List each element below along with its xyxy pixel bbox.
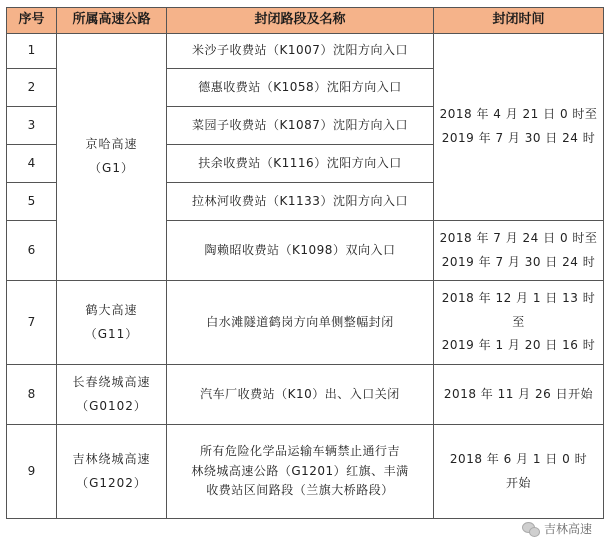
road-name: 京哈高速: [85, 137, 138, 152]
time-cell: [434, 281, 604, 365]
section-cell: 米沙子收费站（K1007）沈阳方向入口: [167, 34, 434, 69]
section-line: 所有危险化学品运输车辆禁止通行吉: [199, 444, 400, 459]
table-header-row: [7, 8, 604, 34]
seq-cell: 7: [7, 281, 57, 365]
section-cell: 拉林河收费站（K1133）沈阳方向入口: [167, 183, 434, 221]
seq-cell: 4: [7, 145, 57, 183]
wechat-icon: [522, 522, 540, 536]
section-cell: 白水滩隧道鹤岗方向单侧整幅封闭: [167, 281, 434, 365]
time-line: 2019 年 7 月 30 日 24 时: [441, 254, 596, 269]
road-name: 鹤大高速: [85, 302, 138, 317]
road-code: （G1）: [89, 161, 134, 175]
table-row: [7, 365, 604, 425]
road-cell-changchun: [57, 365, 167, 425]
time-line: 开始: [505, 475, 531, 490]
header-road: 所属高速公路: [57, 8, 167, 34]
road-code: （G1202）: [76, 475, 147, 490]
road-code: （G0102）: [76, 398, 147, 413]
table-row: [7, 425, 604, 519]
road-code: （G11）: [84, 326, 139, 341]
road-cell-jingha: [57, 34, 167, 281]
time-cell: [434, 425, 604, 519]
road-name: 吉林绕城高速: [72, 451, 151, 466]
seq-cell: 5: [7, 183, 57, 221]
section-cell: 德惠收费站（K1058）沈阳方向入口: [167, 69, 434, 107]
time-line: 2018 年 12 月 1 日 13 时: [441, 291, 596, 306]
road-closure-table: [6, 7, 604, 519]
section-cell: 汽车厂收费站（K10）出、入口关闭: [167, 365, 434, 425]
header-seq: 序号: [7, 8, 57, 34]
watermark-text: 吉林高速: [543, 522, 592, 536]
seq-cell: 2: [7, 69, 57, 107]
table-row: [7, 34, 604, 69]
time-line: 2018 年 4 月 21 日 0 时至: [439, 107, 598, 122]
section-line: 收费站区间路段（兰旗大桥路段）: [206, 483, 394, 498]
road-cell-hedai: [57, 281, 167, 365]
seq-cell: 1: [7, 34, 57, 69]
section-cell: [167, 425, 434, 519]
seq-cell: 9: [7, 425, 57, 519]
time-line: 2018 年 6 月 1 日 0 时: [449, 451, 588, 466]
time-line: 2019 年 7 月 30 日 24 时: [441, 131, 596, 145]
time-line: 至: [512, 314, 525, 329]
time-line: 2018 年 7 月 24 日 0 时至: [439, 230, 598, 245]
seq-cell: 6: [7, 221, 57, 281]
header-time: 封闭时间: [434, 8, 604, 34]
section-cell: 扶余收费站（K1116）沈阳方向入口: [167, 145, 434, 183]
header-section: 封闭路段及名称: [167, 8, 434, 34]
time-cell: [434, 34, 604, 221]
time-cell: 2018 年 11 月 26 日开始: [434, 365, 604, 425]
time-line: 2019 年 1 月 20 日 16 时: [441, 338, 596, 353]
road-name: 长春绕城高速: [72, 374, 151, 389]
watermark: [522, 520, 592, 537]
table-row: [7, 281, 604, 365]
section-cell: 陶赖昭收费站（K1098）双向入口: [167, 221, 434, 281]
section-line: 林绕城高速公路（G1201）红旗、丰满: [191, 463, 409, 478]
time-cell: [434, 221, 604, 281]
seq-cell: 8: [7, 365, 57, 425]
section-cell: 菜园子收费站（K1087）沈阳方向入口: [167, 107, 434, 145]
seq-cell: 3: [7, 107, 57, 145]
road-cell-jilin: [57, 425, 167, 519]
